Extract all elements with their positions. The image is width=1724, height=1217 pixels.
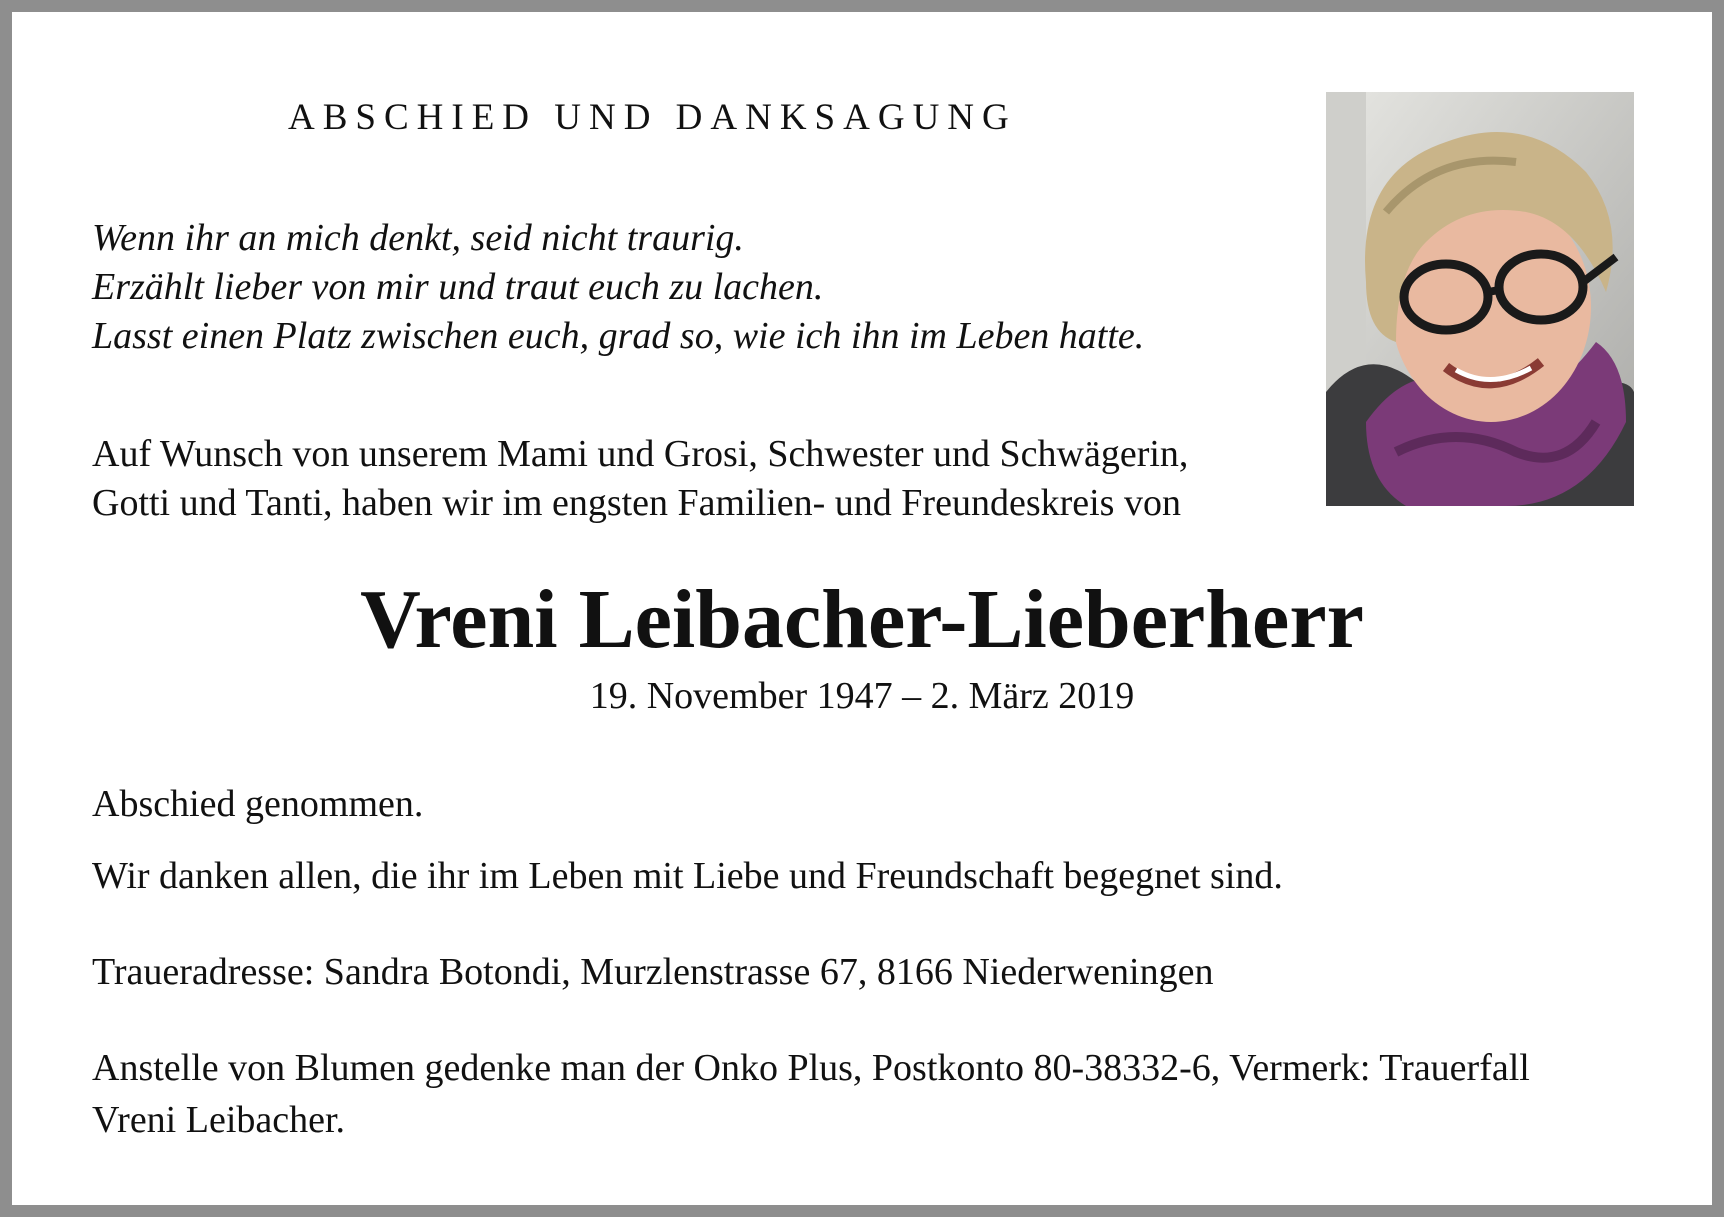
donation-line: Anstelle von Blumen gedenke man der Onko Plus, Postkonto 80-38332-6, Vermerk: Trauerfall (92, 1047, 1530, 1089)
notice-heading: ABSCHIED UND DANKSAGUNG (288, 97, 1017, 138)
intro-text (92, 430, 1188, 528)
portrait-photo (1326, 92, 1634, 506)
farewell-text: Abschied genommen. (92, 783, 424, 825)
intro-line: Gotti und Tanti, haben wir im engsten Familien- und Freundeskreis von (92, 482, 1181, 524)
portrait-illustration (1326, 92, 1634, 506)
donation-line: Vreni Leibacher. (92, 1099, 346, 1141)
deceased-name: Vreni Leibacher-Lieberherr (360, 573, 1364, 666)
poem-line: Lasst einen Platz zwischen euch, grad so, wie ich ihn im Leben hatte. (92, 315, 1145, 357)
poem-line: Wenn ihr an mich denkt, seid nicht traurig. (92, 217, 744, 259)
life-dates: 19. November 1947 – 2. März 2019 (589, 675, 1135, 717)
poem-line: Erzählt lieber von mir und traut euch zu lachen. (92, 266, 824, 308)
donation-note (92, 1042, 1530, 1146)
thanks-text: Wir danken allen, die ihr im Leben mit Liebe und Freundschaft begegnet sind. (92, 855, 1283, 897)
intro-line: Auf Wunsch von unserem Mami und Grosi, Schwester und Schwägerin, (92, 433, 1189, 475)
poem (92, 214, 1144, 361)
mourning-address: Traueradresse: Sandra Botondi, Murzlenstrasse 67, 8166 Niederweningen (92, 951, 1214, 993)
